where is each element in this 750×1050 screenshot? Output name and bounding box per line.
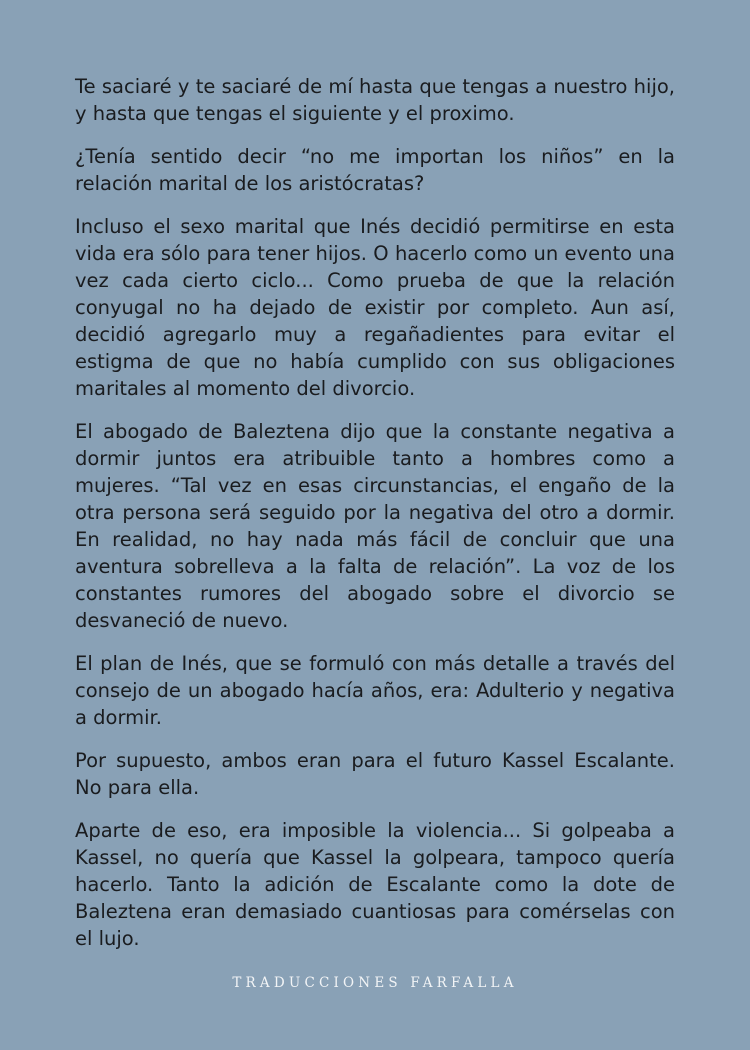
paragraph-7: Aparte de eso, era imposible la violencia... Si golpeaba a Kassel, no quería que Kassel la golpeara, tampoco quería hacerlo. Tanto la adición de Escalante como la dote de Baleztena eran demasiado cuantiosas para comérselas con el lujo. xyxy=(75,819,675,950)
footer-credit: TRADUCCIONES FARFALLA xyxy=(232,975,518,991)
paragraph-1: Te saciaré y te saciaré de mí hasta que tengas a nuestro hijo, y hasta que tengas el siguiente y el proximo. xyxy=(75,75,675,125)
paragraph-4: El abogado de Baleztena dijo que la constante negativa a dormir juntos era atribuible tanto a hombres como a mujeres. “Tal vez en esas circunstancias, el engaño de la otra persona será seguido por la negativa del otro a dormir. En realidad, no hay nada más fácil de concluir que una aventura sobrelleva a la falta de relación”. La voz de los constantes rumores del abogado sobre el divorcio se desvaneció de nuevo. xyxy=(75,420,675,632)
paragraph-6: Por supuesto, ambos eran para el futuro Kassel Escalante. No para ella. xyxy=(75,749,675,799)
paragraph-2: ¿Tenía sentido decir “no me importan los niños” en la relación marital de los aristócratas? xyxy=(75,145,675,195)
paragraph-5: El plan de Inés, que se formuló con más detalle a través del consejo de un abogado hacía años, era: Adulterio y negativa a dormir. xyxy=(75,652,675,729)
page-body xyxy=(75,73,675,968)
paragraph-3: Incluso el sexo marital que Inés decidió permitirse en esta vida era sólo para tener hijos. O hacerlo como un evento una vez cada cierto ciclo... Como prueba de que la relación conyugal no ha dejado de existir por completo. Aun así, decidió agregarlo muy a regañadientes para evitar el estigma de que no había cumplido con sus obligaciones maritales al momento del divorcio. xyxy=(75,215,675,400)
